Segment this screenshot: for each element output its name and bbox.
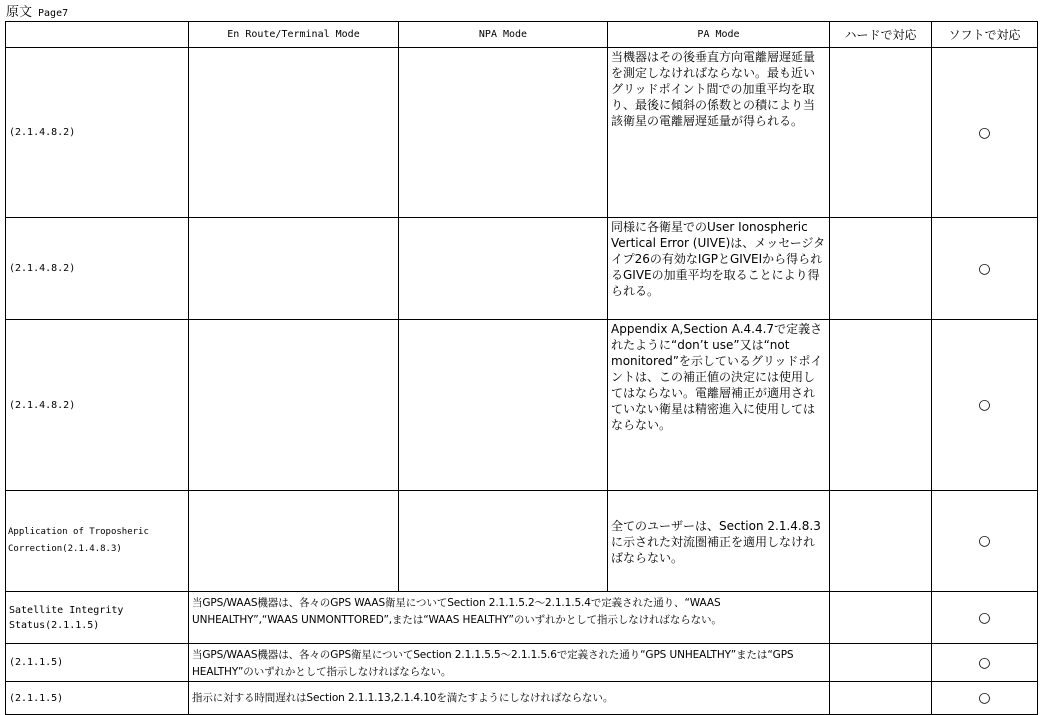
- header-software-support: ソフトで対応: [932, 22, 1038, 48]
- software-circle-mark: ○: [932, 320, 1038, 491]
- table-row: [6, 491, 1038, 592]
- requirements-table: [5, 21, 1038, 715]
- hardware-cell: [830, 48, 932, 218]
- pa-mode-cell: 同様に各衛星でのUser Ionospheric Vertical Error (UIVE)は、メッセージタイプ26の有効なIGPとGIVEIから得られるGIVEの加重平均を取ることにより得られる。: [608, 218, 830, 320]
- reference-cell: (2.1.4.8.2): [6, 48, 189, 218]
- en-route-cell: [189, 491, 399, 592]
- page-title: 原文: [6, 5, 33, 20]
- requirement-text-cell: 当GPS/WAAS機器は、各々のGPS WAAS衛星についてSection 2.1.1.5.2～2.1.1.5.4で定義された通り、“WAAS UNHEALTHY”,“WAAS UNMONTTORED”,または“WAAS HEALTHY”のいずれかとして指示しなければならない。: [189, 592, 830, 644]
- hardware-cell: [830, 491, 932, 592]
- en-route-cell: [189, 218, 399, 320]
- table-row: [6, 682, 1038, 715]
- table-row: [6, 48, 1038, 218]
- hardware-cell: [830, 592, 932, 644]
- npa-cell: [399, 320, 608, 491]
- reference-cell: (2.1.4.8.2): [6, 218, 189, 320]
- software-circle-mark: ○: [932, 592, 1038, 644]
- header-hardware-support: ハードで対応: [830, 22, 932, 48]
- requirement-text-cell: 指示に対する時間遅れはSection 2.1.1.13,2.1.4.10を満たすようにしなければならない。: [189, 682, 830, 715]
- page-header: [6, 4, 68, 22]
- header-reference: [6, 22, 189, 48]
- reference-cell: (2.1.4.8.2): [6, 320, 189, 491]
- pa-mode-cell: 当機器はその後垂直方向電離層遅延量を測定しなければならない。最も近いグリッドポイント間での加重平均を取り、最後に傾斜の係数との積により当該衛星の電離層遅延量が得られる。: [608, 48, 830, 218]
- reference-cell: (2.1.1.5): [6, 644, 189, 682]
- software-circle-mark: ○: [932, 491, 1038, 592]
- header-npa-mode: NPA Mode: [399, 22, 608, 48]
- software-circle-mark: ○: [932, 48, 1038, 218]
- reference-cell: (2.1.1.5): [6, 682, 189, 715]
- npa-cell: [399, 218, 608, 320]
- hardware-cell: [830, 682, 932, 715]
- en-route-cell: [189, 48, 399, 218]
- reference-cell: Satellite Integrity Status(2.1.1.5): [6, 592, 189, 644]
- npa-cell: [399, 48, 608, 218]
- software-circle-mark: ○: [932, 644, 1038, 682]
- hardware-cell: [830, 320, 932, 491]
- header-pa-mode: PA Mode: [608, 22, 830, 48]
- hardware-cell: [830, 218, 932, 320]
- requirement-text-cell: 当GPS/WAAS機器は、各々のGPS衛星についてSection 2.1.1.5.5～2.1.1.5.6で定義された通り“GPS UNHEALTHY”または“GPS HEALTHY”のいずれかとして指示しなければならない。: [189, 644, 830, 682]
- page-number: Page7: [38, 8, 69, 19]
- pa-mode-cell: Appendix A,Section A.4.4.7で定義されたように“don’t use”又は“not monitored”を示しているグリッドポイントは、この補正値の決定には使用してはならない。電離層補正が適用されていない衛星は精密進入に使用してはならない。: [608, 320, 830, 491]
- table-row: [6, 320, 1038, 491]
- reference-cell: Application of Troposheric Correction(2.1.4.8.3): [6, 491, 189, 592]
- table-row: [6, 644, 1038, 682]
- table-row: [6, 592, 1038, 644]
- pa-mode-cell: 全てのユーザーは、Section 2.1.4.8.3に示された対流圏補正を適用しなければならない。: [608, 491, 830, 592]
- npa-cell: [399, 491, 608, 592]
- software-circle-mark: ○: [932, 682, 1038, 715]
- en-route-cell: [189, 320, 399, 491]
- hardware-cell: [830, 644, 932, 682]
- software-circle-mark: ○: [932, 218, 1038, 320]
- table-header-row: [6, 22, 1038, 48]
- header-en-route-terminal-mode: En Route/Terminal Mode: [189, 22, 399, 48]
- table-row: [6, 218, 1038, 320]
